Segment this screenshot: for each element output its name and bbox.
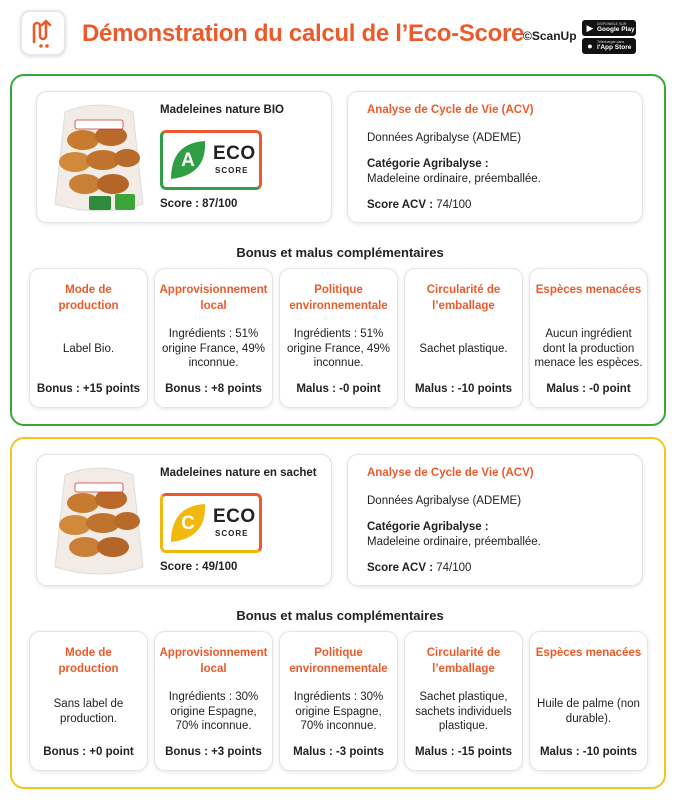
acv-category-label: Catégorie Agribalyse :	[367, 521, 489, 533]
criterion-description: Ingrédients : 51% origine France, 49% inconnue.	[287, 327, 390, 370]
app-store-badge[interactable]	[582, 38, 636, 54]
acv-card	[347, 91, 643, 223]
criterion-result: Malus : -15 points	[414, 746, 513, 758]
eco-score-badge	[160, 130, 262, 190]
eco-score-sub: SCORE	[215, 529, 249, 538]
criterion-result: Bonus : +3 points	[165, 746, 262, 758]
product-section-sachet	[10, 437, 666, 789]
acv-score-value: 74/100	[436, 199, 472, 211]
criterion-title: Circularité de l’emballage	[426, 284, 501, 312]
scanup-logo-icon	[22, 12, 64, 54]
eco-score-word: ECO	[213, 506, 256, 527]
criterion-result: Malus : -3 points	[293, 746, 384, 758]
criterion-card-production	[29, 268, 148, 408]
criterion-description: Label Bio.	[62, 342, 115, 355]
acv-score	[367, 562, 471, 574]
criterion-description: Sachet plastique, sachets individuels plastique.	[415, 690, 512, 733]
scanup-logo	[20, 10, 66, 56]
product-score: Score : 49/100	[160, 561, 238, 573]
google-play-icon: ▶	[586, 22, 594, 33]
page-header	[0, 0, 677, 70]
madeleines-bag-image	[45, 463, 153, 579]
acv-source: Données Agribalyse (ADEME)	[367, 132, 522, 144]
acv-category-value: Madeleine ordinaire, préemballée.	[367, 536, 541, 548]
criterion-card-packaging	[404, 631, 523, 771]
criterion-title: Espèces menacées	[535, 647, 642, 659]
criterion-description: Ingrédients : 30% origine Espagne, 70% inconnue.	[168, 690, 259, 733]
criterion-card-local	[154, 268, 273, 408]
eco-score-letter: C	[181, 513, 195, 534]
criterion-card-policy	[279, 631, 398, 771]
criterion-title: Espèces menacées	[535, 284, 642, 296]
google-play-small-text: DISPONIBLE SUR	[597, 22, 627, 26]
criterion-title: Circularité de l’emballage	[426, 647, 501, 675]
product-card	[36, 91, 332, 223]
madeleines-bag-image	[45, 100, 153, 216]
bonus-heading: Bonus et malus complémentaires	[236, 245, 444, 260]
eco-score-letter: A	[181, 150, 195, 171]
criterion-title: Approvisionnement local	[159, 647, 268, 675]
product-name: Madeleines nature BIO	[160, 104, 284, 116]
eco-score-sub: SCORE	[215, 166, 249, 175]
page-title: Démonstration du calcul de l’Eco-Score	[82, 20, 525, 47]
criterion-result: Malus : -10 points	[414, 383, 513, 395]
criterion-card-production	[29, 631, 148, 771]
criterion-description: Huile de palme (non durable).	[537, 698, 640, 725]
criterion-card-species	[529, 631, 648, 771]
product-name: Madeleines nature en sachet	[160, 467, 317, 479]
acv-source: Données Agribalyse (ADEME)	[367, 495, 522, 507]
criterion-card-local	[154, 631, 273, 771]
criterion-description: Aucun ingrédient dont la production menace les espèces.	[534, 327, 643, 370]
criterion-description: Ingrédients : 30% origine Espagne, 70% inconnue.	[293, 690, 384, 733]
acv-score	[367, 199, 471, 211]
acv-category-label: Catégorie Agribalyse :	[367, 158, 489, 170]
criterion-card-species	[529, 268, 648, 408]
google-play-badge[interactable]	[582, 20, 636, 36]
criterion-title: Approvisionnement local	[159, 284, 268, 312]
acv-card	[347, 454, 643, 586]
criterion-title: Politique environnementale	[289, 647, 388, 675]
bonus-heading: Bonus et malus complémentaires	[236, 608, 444, 623]
criterion-title: Mode de production	[58, 647, 119, 675]
criterion-result: Malus : -0 point	[546, 383, 631, 395]
criterion-result: Bonus : +15 points	[36, 383, 141, 395]
google-play-big-text: Google Play	[597, 25, 635, 33]
app-store-small-text: Télécharger dans	[597, 40, 625, 44]
product-card	[36, 454, 332, 586]
acv-score-label: Score ACV :	[367, 199, 434, 211]
criterion-description: Sachet plastique.	[419, 342, 508, 355]
product-score: Score : 87/100	[160, 198, 238, 210]
app-store-big-text: l'App Store	[597, 43, 632, 51]
criterion-title: Politique environnementale	[289, 284, 388, 312]
criterion-result: Malus : -10 points	[539, 746, 638, 758]
criterion-result: Bonus : +0 point	[43, 746, 134, 758]
criterion-result: Malus : -0 point	[296, 383, 381, 395]
criterion-description: Ingrédients : 51% origine France, 49% inconnue.	[162, 327, 265, 370]
eco-score-word: ECO	[213, 143, 256, 164]
criterion-card-packaging	[404, 268, 523, 408]
eco-score-badge	[160, 493, 262, 553]
copyright-text: ©ScanUp	[523, 29, 577, 43]
product-section-bio	[10, 74, 666, 426]
acv-title: Analyse de Cycle de Vie (ACV)	[367, 104, 534, 116]
apple-icon: ●	[587, 41, 593, 51]
acv-title: Analyse de Cycle de Vie (ACV)	[367, 467, 534, 479]
acv-score-label: Score ACV :	[367, 562, 434, 574]
criterion-card-policy	[279, 268, 398, 408]
criterion-description: Sans label de production.	[53, 698, 124, 725]
acv-category-value: Madeleine ordinaire, préemballée.	[367, 173, 541, 185]
acv-score-value: 74/100	[436, 562, 472, 574]
criterion-result: Bonus : +8 points	[165, 383, 262, 395]
criterion-title: Mode de production	[58, 284, 119, 312]
